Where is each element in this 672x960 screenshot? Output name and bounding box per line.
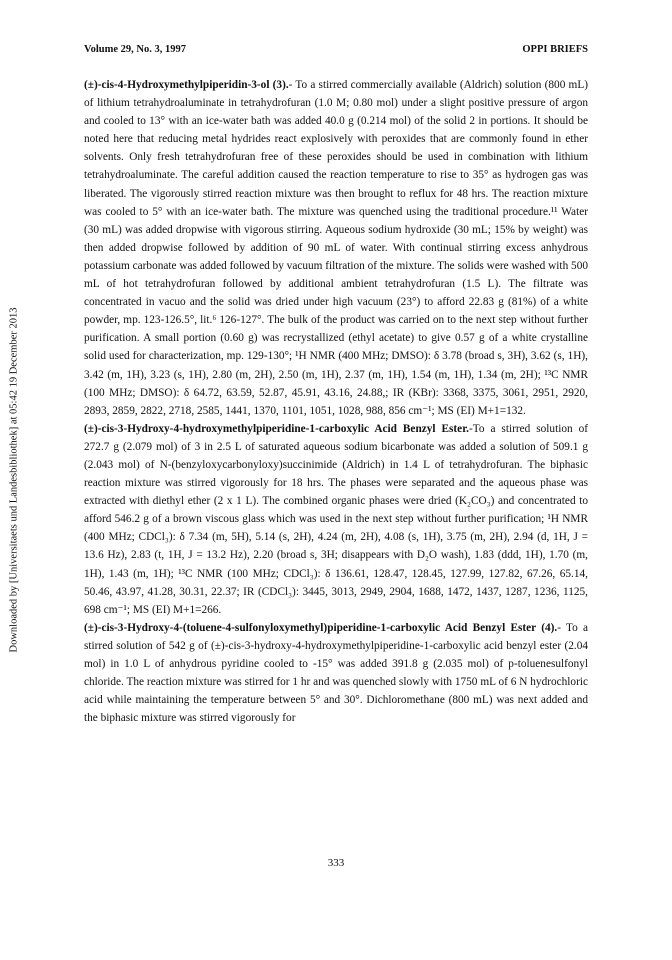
paragraph-text: -To a stirred solution of 272.7 g (2.079 mol) of 3 in 2.5 L of saturated aqueous sodium bicarbonate was added a solution of 509.1 g (2.043 mol) of N-(benzyloxycarbonyloxy)succinimide (Aldrich) in 1.4 L of tetrahydrofuran. The biphasic reaction mixture was stirred vigorously for 18 hrs. The phases were separated and the aqueous phase was extracted with diethyl ether (2 x 1 L). The combined organic phases were dried (K₂CO₃) and concentrated to afford 546.2 g of a brown viscous glass which was used in the next step without further purification; ¹H NMR (400 MHz; CDCl₃): δ 7.34 (m, 5H), 5.14 (s, 2H), 4.24 (m, 2H), 4.08 (s, 1H), 3.75 (m, 2H), 2.94 (d, 1H, J = 13.6 Hz), 2.83 (t, 1H, J = 13.2 Hz), 2.20 (broad s, 3H; disappears with D₂O wash), 1.83 (ddd, 1H), 1.70 (m, 1H), 1.43 (m, 1H); ¹³C NMR (100 MHz; CDCl₃): δ 136.61, 128.47, 128.45, 127.99, 127.82, 67.26, 65.14, 50.46, 43.97, 41.28, 30.31, 22.37; IR (CDCl₃): 3445, 3013, 2949, 2904, 1688, 1472, 1437, 1287, 1236, 1125, 698 cm⁻¹; MS (EI) M+1=266. — [84, 422, 589, 616]
paragraph-compound-3 — [84, 76, 588, 420]
paragraph-compound-4 — [84, 619, 588, 728]
paragraph-text: - To a stirred solution of 542 g of (±)-cis-3-hydroxy-4-hydroxymethylpiperidine-1-carboxylic acid benzyl ester (2.04 mol) in 1.0 L of anhydrous pyridine cooled to -15° was added 391.8 g (2.035 mol) of p-toluenesulfonyl chloride. The reaction mixture was stirred for 1 hr and was quenched slowly with 1750 mL of 6 N hydrochloric acid while maintaining the temperature between 5° and 30°. Dichloromethane (800 mL) was next added and the biphasic mixture was stirred vigorously for — [84, 621, 588, 725]
journal-volume: Volume 29, No. 3, 1997 — [84, 44, 186, 55]
paragraph-benzyl-ester — [84, 420, 588, 619]
paragraph-heading: (±)-cis-3-Hydroxy-4-(toluene-4-sulfonyloxymethyl)piperidine-1-carboxylic Acid Benzyl Ester (4). — [84, 621, 558, 634]
paragraph-heading: (±)-cis-4-Hydroxymethylpiperidin-3-ol (3). — [84, 79, 289, 91]
running-header — [84, 44, 588, 60]
page-number: 333 — [327, 857, 345, 869]
download-watermark: Downloaded by [Universitaets und Landesbibliothek] at 05:42 19 December 2013 — [8, 307, 20, 653]
article-body — [84, 76, 588, 727]
paragraph-text: - To a stirred commercially available (Aldrich) solution (800 mL) of lithium tetrahydroaluminate in tetrahydrofuran (1.0 M; 0.80 mol) under a slight positive pressure of argon and cooled to 13° with an ice-water bath was added 40.0 g (0.214 mol) of the solid 2 in portions. It should be noted here that reducing metal hydrides react explosively with peroxides that are commonly found in ether solvents. Only fresh tetrahydrofuran free of these peroxides should be used in combination with lithium tetrahydroaluminate. The careful addition caused the reaction temperature to rise to 35° as hydrogen gas was liberated. The vigorously stirred reaction mixture was then brought to reflux for 48 hrs. The reaction mixture was cooled to 5° with an ice-water bath. The mixture was quenched using the traditional procedure.¹¹ Water (30 mL) was added dropwise with vigorous stirring. Aqueous sodium hydroxide (30 mL; 15% by weight) was then added dropwise followed by addition of 90 mL of water. With continual stirring excess anhydrous potassium carbonate was added followed by vacuum filtration of the mixture. The solids were washed with 500 mL of hot tetrahydrofuran followed by additional ambient tetrahydrofuran (1.5 L). The filtrate was concentrated in vacuo and the solid was dried under high vacuum (23°) to afford 22.83 g (81%) of a white powder, mp. 123-126.5°, lit.⁶ 126-127°. The bulk of the product was carried on to the next step without further purification. A small portion (0.60 g) was recrystallized (ethyl acetate) to give 0.57 g of a white crystalline solid used for characterization, mp. 129-130°; ¹H NMR (400 MHz; DMSO): δ 3.78 (broad s, 3H), 3.62 (s, 1H), 3.42 (m, 1H), 3.23 (s, 1H), 2.80 (m, 2H), 2.50 (m, 1H), 2.37 (m, 1H), 1.54 (m, 1H), 1.34 (m, 2H); ¹³C NMR (100 MHz; DMSO): δ 64.72, 63.59, 52.87, 45.91, 43.16, 24.88,; IR (KBr): 3368, 3375, 3061, 2951, 2920, 2893, 2859, 2822, 2718, 2585, 1441, 1370, 1101, 1051, 1028, 988, 856 cm⁻¹; MS (EI) M+1=132. — [84, 79, 588, 417]
journal-section: OPPI BRIEFS — [522, 44, 588, 55]
paragraph-heading: (±)-cis-3-Hydroxy-4-hydroxymethylpiperidine-1-carboxylic Acid Benzyl Ester. — [84, 422, 469, 435]
